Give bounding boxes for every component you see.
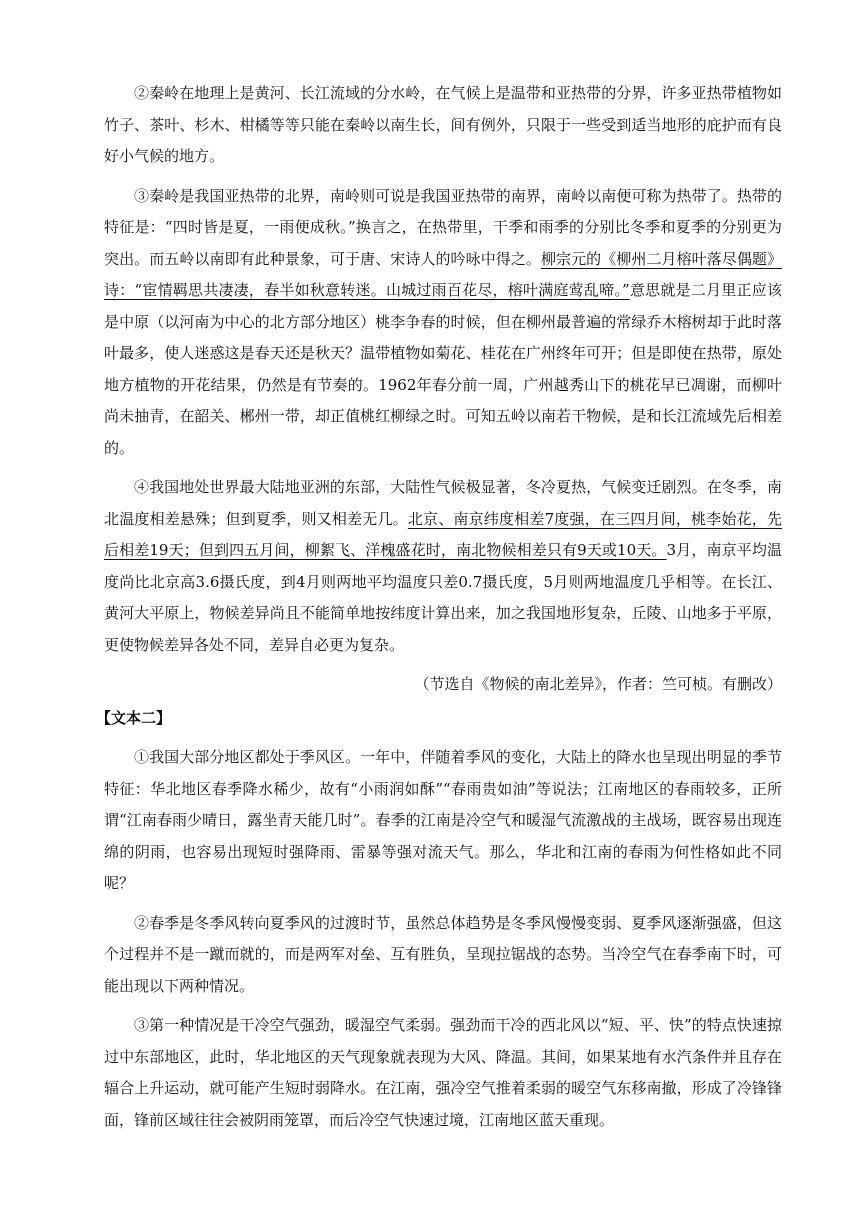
text2-paragraph-3: ③第一种情况是干冷空气强劲，暖湿空气柔弱。强劲而干冷的西北风以“短、平、快”的特点快速掠过中东部地区，此时，华北地区的天气现象就表现为大风、降温。其间，如果某地有水汽条件并且存在辐合上升运动，就可能产生短时弱降水。在江南，强冷空气推着柔弱的暖空气东移南撤，形成了冷锋锋面，锋前区域往往会被阴雨笼罩，而后冷空气快速过境，江南地区蓝天重现。 <box>104 1016 782 1129</box>
text1-paragraph-4-intro: ④我国地处世界最大陆地亚洲的东部，大陆性气候极显著，冬冷夏热，气候变迁剧烈。在冬季，南北温度相差悬殊；但到夏季，则又相差无几。 <box>104 478 782 528</box>
text1-paragraph-3-underlined-quote: 柳宗元的《柳州二月榕叶落尽偶题》诗：“宦情羁思共凄凄，春半如秋意转迷。山城过雨百花尽，榕叶满庭莺乱啼。” <box>104 249 782 299</box>
text1-paragraph-3 <box>104 181 782 465</box>
text2-paragraph-2: ②春季是冬季风转向夏季风的过渡时节，虽然总体趋势是冬季风慢慢变弱、夏季风逐渐强盛，但这个过程并不是一蹴而就的，而是两军对垒、互有胜负，呈现拉锯战的态势。当冷空气在春季南下时，可能出现以下两种情况。 <box>104 913 782 995</box>
text1-source-note: （节选自《物候的南北差异》，作者：竺可桢。有删改） <box>414 675 782 693</box>
text2-heading: 【文本二】 <box>96 708 172 727</box>
text2-paragraph-1: ①我国大部分地区都处于季风区。一年中，伴随着季风的变化，大陆上的降水也呈现出明显的季节特征：华北地区春季降水稀少，故有“小雨润如酥”“春雨贵如油”等说法；江南地区的春雨较多，正所谓“江南春雨少晴日，露坐青天能几时”。春季的江南是冷空气和暖湿气流激战的主战场，既容易出现连绵的阴雨，也容易出现短时强降雨、雷暴等强对流天气。那么，华北和江南的春雨为何性格如此不同呢？ <box>104 748 782 892</box>
document-page <box>96 78 782 1144</box>
text1-paragraph-2: ②秦岭在地理上是黄河、长江流域的分水岭，在气候上是温带和亚热带的分界，许多亚热带植物如竹子、茶叶、杉木、柑橘等等只能在秦岭以南生长，间有例外，只限于一些受到适当地形的庇护而有良好小气候的地方。 <box>104 84 782 165</box>
text1-paragraph-4-rest: 3月，南京平均温度尚比北京高3.6摄氏度，到4月则两地平均温度只差0.7摄氏度，5月则两地温度几乎相等。在长江、黄河大平原上，物候差异尚且不能简单地按纬度计算出来，加之我国地形复杂，丘陵、山地多于平原，更使物候差异各处不同，差异自必更为复杂。 <box>104 541 782 654</box>
text1-paragraph-3-intro: ③秦岭是我国亚热带的北界，南岭则可说是我国亚热带的南界，南岭以南便可称为热带了。热带的特征是：“四时皆是夏，一雨便成秋。”换言之，在热带里，干季和雨季的分别比冬季和夏季的分别更为突出。而五岭以南即有此种景象，可于唐、宋诗人的吟咏中得之。 <box>104 186 782 268</box>
text1-paragraph-3-rest: 意思就是二月里正应该是中原（以河南为中心的北方部分地区）桃李争春的时候，但在柳州最普遍的常绿乔木榕树却于此时落叶最多，使人迷惑这是春天还是秋天？温带植物如菊花、桂花在广州终年可开；但是即使在热带，原处地方植物的开花结果，仍然是有节奏的。1962年春分前一周，广州越秀山下的桃花早已凋谢，而柳叶尚未抽青，在韶关、郴州一带，却正值桃红柳绿之时。可知五岭以南若干物候，是和长江流域先后相差的。 <box>104 281 782 457</box>
text1-paragraph-4 <box>104 472 782 661</box>
text1-paragraph-4-underlined: 北京、南京纬度相差7度强，在三四月间，桃李始花，先后相差19天；但到四五月间，柳絮飞、洋槐盛花时，南北物候相差只有9天或10天。 <box>104 509 782 559</box>
